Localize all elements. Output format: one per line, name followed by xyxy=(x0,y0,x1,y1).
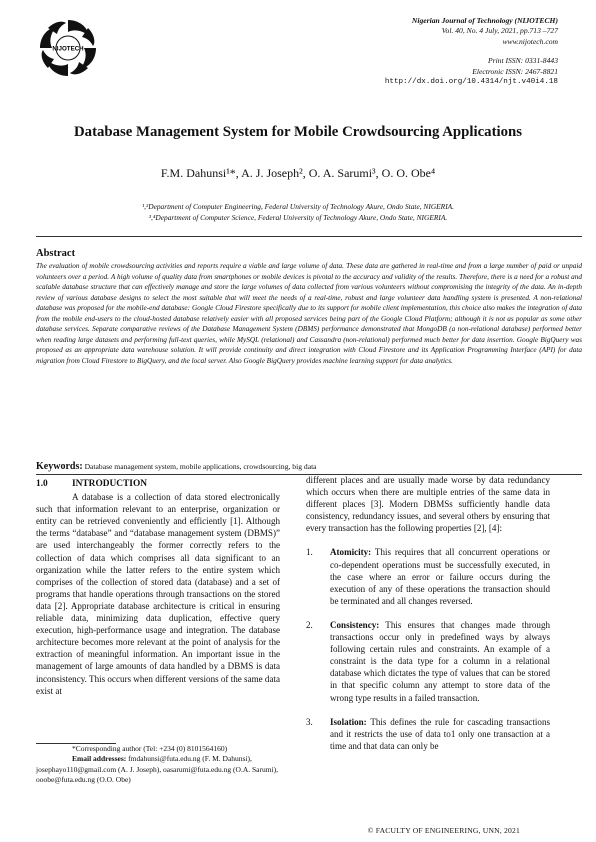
section-heading xyxy=(36,478,280,490)
logo-text: NIJOTECH xyxy=(52,45,84,53)
list-item: 3. Isolation: This defines the rule for cascading transactions and it restricts the use of data to1 only one transaction at a time and that data can only be xyxy=(306,716,550,751)
corresponding-author: *Corresponding author (Tel: +234 (0) 8101564160) xyxy=(72,744,228,753)
paper-title: Database Management System for Mobile Crowdsourcing Applications xyxy=(73,124,523,140)
journal-website[interactable]: www.nijotech.com xyxy=(502,36,558,46)
electronic-issn: Electronic ISSN: 2467-8821 xyxy=(472,66,558,76)
section-number: 1.0 xyxy=(36,479,48,489)
abstract-text: The evaluation of mobile crowdsourcing activities and reports require a viable and large volume of data. These data are gathered in real-time and from a large number of paid or unpaid volunteers over a period. A high volume of quality data from smartphones or mobile devices is pivotal to the accuracy and validity of the results. Therefore, there is a need for a robust and scalable database structure that can effectively manage and store the large volumes of data collected from various volunteers without compromising the integrity of the data. An in-depth review of various database designs to select the most suitable that will meet the needs of a real-time, robust and large volunteer data handling system is presented. A non-relational database was proposed for the mobile-end database: Google Cloud Firestore specifically due to its support for mobile client implementation, this choice also makes the integration of data from the mobile end-users to the cloud-hosted database relatively easier with all proposed services being part of the Google Cloud Platform; although it is not as popular as some other database services. Separate comparative reviews of the Database Management System (DBMS) performance demonstrated that MongoDB (a non-relational database) performed better when reading large datasets and performing full-text queries, while MySQL (relational) and Cassandra (non-relational) performed much better for data insertion. Google BigQuery was proposed as an appropriate data warehouse solution. It will provide continuity and direct integration with Cloud Firestore and its Application Programming Interface (API) for data migration from Cloud Firestore to BigQuery, and the local server. Also Google BigQuery provides machine learning support for data analytics. xyxy=(36,262,582,365)
paper-authors: F.M. Dahunsi¹*, A. J. Joseph², O. A. Sarumi³, O. O. Obe⁴ xyxy=(160,166,436,180)
journal-info xyxy=(385,16,558,87)
left-column xyxy=(36,478,280,697)
affiliations xyxy=(0,201,596,223)
list-item: 2. Consistency: This ensures that changes made through transactions occur only in predefined ways by always following certain rules and constraints. An example of a constraint is the data type for a column in a relational database which dictates the type of values that can be stored in that specific column any attempt to store data of the wrong type results in a failed transaction. xyxy=(306,619,550,703)
page-footer: © FACULTY OF ENGINEERING, UNN, 2021 xyxy=(367,826,520,835)
print-issn: Print ISSN: 0331-8443 xyxy=(487,56,558,66)
section-title: INTRODUCTION xyxy=(72,479,148,489)
journal-name: Nigerian Journal of Technology (NIJOTECH) xyxy=(411,16,558,25)
keywords-label: Keywords: xyxy=(36,461,83,472)
affiliation-1: ¹,²Department of Computer Engineering, Federal University of Technology Akure, Ondo State, NIGERIA. xyxy=(141,202,455,211)
intro-paragraph-1: A database is a collection of data stored electronically such that information relevant to an enterprise, organization or entity can be retrieved conveniently and efficiently [1]. Although the terms “database” and “database management system (DBMS)” are used interchangeably the former correctly refers to the collection of data which comprises all data significant to an organization while the latter refers to the entire system which comprises of the collection of stored data (database) and a set of programs that handle operations through transactions on the stored data [2]. Appropriate database architecture is critical in ensuring reliable data, minimizing data duplication, effective query execution, high-performance usage and integration. The database architecture becomes more relevant at the point of analysis for the extraction of meaningful information. An important issue in the management of large amounts of data handled by a DBMS is data inconsistency. This occurs when different versions of the same data exist at xyxy=(36,492,280,696)
acid-properties-list xyxy=(306,546,550,751)
email-addresses: fmdahunsi@futa.edu.ng (F. M. Dahunsi), josephayo110@gmail.com (A. J. Joseph), oasarumi@futa.edu.ng (O.A. Sarumi), ooobe@futa.edu.ng (O.O. Obe) xyxy=(36,754,279,785)
list-item: 1. Atomicity: This requires that all concurrent operations or co-dependent operations must be successfully executed, in the case where an error or failure occurs during the execution of any of these operations the transaction should be terminated and all changes reversed. xyxy=(306,547,550,606)
divider-top xyxy=(36,236,582,237)
footnote xyxy=(36,744,280,786)
keywords xyxy=(36,461,582,472)
keywords-text: Database management system, mobile applications, crowdsourcing, big data xyxy=(84,462,317,471)
email-label: Email addresses: xyxy=(72,754,127,764)
affiliation-2: ³,⁴Department of Computer Science, Federal University of Technology Akure, Ondo State, NIGERIA. xyxy=(148,213,448,222)
intro-paragraph-2: different places and are usually made worse by data redundancy which occurs when there are multiple entries of the same data in different places [3]. Modern DBMSs sufficiently handle data consistency, redundancy issues, and several others by ensuring that every transaction has the following properties [2], [4]: xyxy=(306,475,550,534)
journal-logo xyxy=(36,16,100,80)
abstract-heading: Abstract xyxy=(36,248,76,259)
journal-volume: Vol. 40, No. 4 July, 2021, pp.713 –727 xyxy=(441,26,558,36)
right-column xyxy=(306,474,550,752)
doi-link[interactable]: http://dx.doi.org/10.4314/njt.v40i4.18 xyxy=(384,78,558,87)
